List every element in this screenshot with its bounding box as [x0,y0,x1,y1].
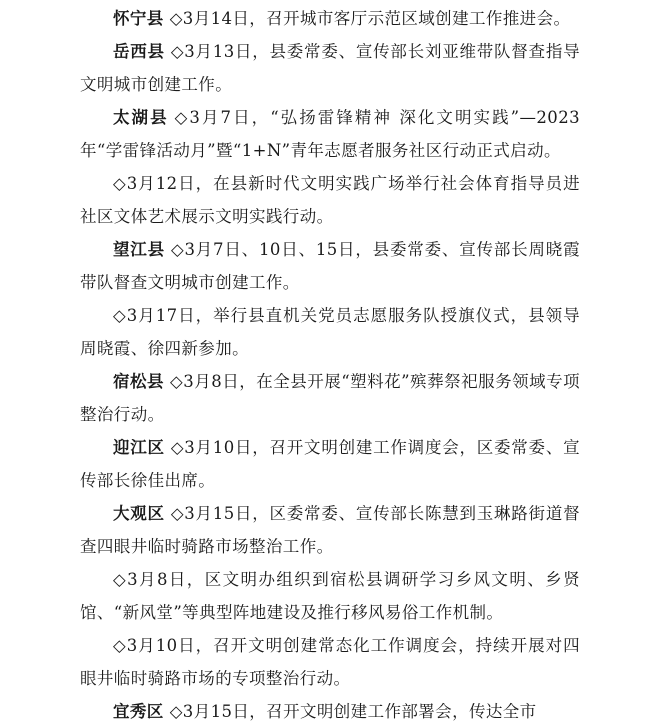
paragraph-text: ◇3月7日、10日、15日，县委常委、宣传部长周晓霞带队督查文明城市创建工作。 [80,240,580,292]
paragraph-text: ◇3月7日，“弘扬雷锋精神 深化文明实践”—2023年“学雷锋活动月”暨“1+N”青年志愿者服务社区行动正式启动。 [80,108,580,160]
paragraph-text: ◇3月15日，召开文明创建工作部署会，传达全市 [169,702,537,721]
county-name: 宿松县 [113,372,165,391]
paragraph-text: ◇3月8日，在全县开展“塑料花”殡葬祭祀服务领域专项整治行动。 [80,372,580,424]
county-name: 岳西县 [113,42,165,61]
paragraph [80,431,580,497]
paragraph-text: ◇3月12日，在县新时代文明实践广场举行社会体育指导员进社区文体艺术展示文明实践行动。 [80,174,580,226]
paragraph-text: ◇3月13日，县委常委、宣传部长刘亚维带队督查指导文明城市创建工作。 [80,42,580,94]
paragraph [80,167,580,233]
document-body [80,0,580,728]
county-name: 大观区 [113,504,165,523]
paragraph [80,365,580,431]
paragraph [80,233,580,299]
paragraph [80,35,580,101]
county-name: 望江县 [113,240,165,259]
paragraph [80,563,580,629]
county-name: 宜秀区 [113,702,164,721]
paragraph-text: ◇3月15日，区委常委、宣传部长陈慧到玉琳路街道督查四眼井临时骑路市场整治工作。 [80,504,580,556]
paragraph-text: ◇3月17日，举行县直机关党员志愿服务队授旗仪式，县领导周晓霞、徐四新参加。 [80,306,580,358]
paragraph [80,299,580,365]
paragraph-text: ◇3月10日，召开文明创建工作调度会，区委常委、宣传部长徐佳出席。 [80,438,580,490]
county-name: 太湖县 [113,108,169,127]
paragraph [80,101,580,167]
paragraph [80,629,580,695]
paragraph-text: ◇3月14日，召开城市客厅示范区域创建工作推进会。 [169,9,571,28]
paragraph [80,2,580,35]
paragraph-text: ◇3月8日，区文明办组织到宿松县调研学习乡风文明、乡贤馆、“新风堂”等典型阵地建设及推行移风易俗工作机制。 [80,570,580,622]
paragraph [80,695,580,728]
county-name: 迎江区 [113,438,165,457]
paragraph-text: ◇3月10日，召开文明创建常态化工作调度会，持续开展对四眼井临时骑路市场的专项整治行动。 [80,636,580,688]
paragraph [80,497,580,563]
county-name: 怀宁县 [113,9,164,28]
